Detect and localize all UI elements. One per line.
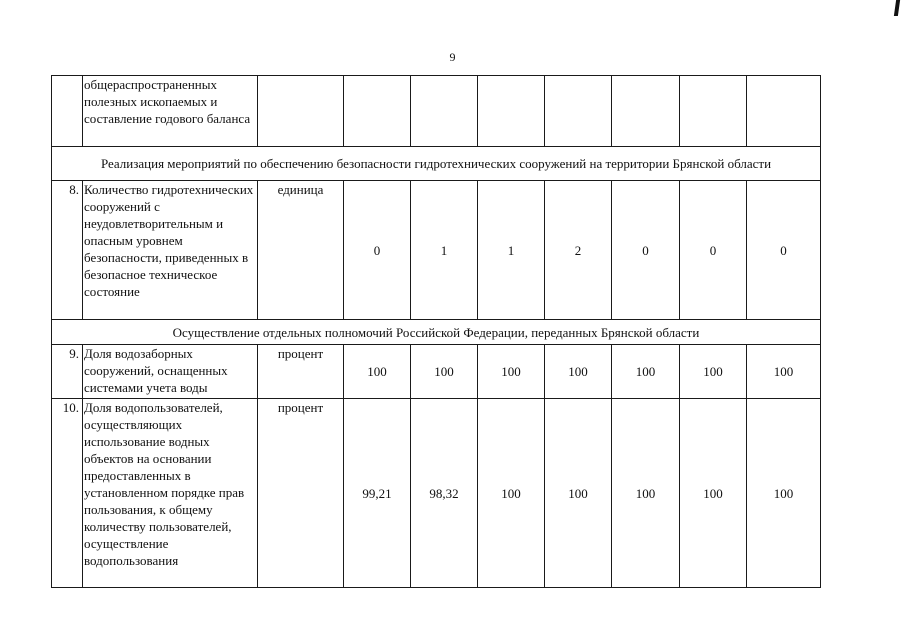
- page-number: 9: [449, 50, 456, 64]
- value-cell: 100: [545, 399, 612, 588]
- unit-cell: единица: [258, 181, 344, 320]
- value-cell: 0: [344, 181, 411, 320]
- value-cell: [478, 76, 545, 147]
- section-row: [52, 320, 821, 345]
- value-cell: 98,32: [411, 399, 478, 588]
- value-cell: [747, 76, 821, 147]
- section-title: Осуществление отдельных полномочий Российской Федерации, переданных Брянской области: [52, 320, 821, 345]
- value-cell: 100: [680, 345, 747, 399]
- value-cell: [545, 76, 612, 147]
- section-row: [52, 147, 821, 181]
- section-title: Реализация мероприятий по обеспечению безопасности гидротехнических сооружений на территории Брянской области: [52, 147, 821, 181]
- value-cell: 100: [478, 345, 545, 399]
- value-cell: 100: [612, 345, 680, 399]
- table-row-9: [52, 345, 821, 399]
- table-row-continued: [52, 76, 821, 147]
- value-cell: 100: [680, 399, 747, 588]
- unit-cell: [258, 76, 344, 147]
- row-number-cell: [52, 76, 83, 147]
- row-number: 9.: [52, 345, 83, 399]
- value-cell: [411, 76, 478, 147]
- value-cell: 100: [478, 399, 545, 588]
- row-number: 8.: [52, 181, 83, 320]
- value-cell: 1: [411, 181, 478, 320]
- value-cell: 1: [478, 181, 545, 320]
- value-cell: 99,21: [344, 399, 411, 588]
- value-cell: 100: [747, 399, 821, 588]
- indicator-description: Количество гидротехнических сооружений с неудовлетворительным и опасным уровнем безопасности, приведенных в безопасное техническое состояние: [83, 181, 258, 320]
- unit-cell: процент: [258, 345, 344, 399]
- value-cell: 100: [545, 345, 612, 399]
- table-row-8: [52, 181, 821, 320]
- value-cell: 0: [680, 181, 747, 320]
- indicators-table: [51, 75, 821, 588]
- value-cell: [612, 76, 680, 147]
- value-cell: 2: [545, 181, 612, 320]
- value-cell: 0: [747, 181, 821, 320]
- value-cell: [344, 76, 411, 147]
- value-cell: 100: [344, 345, 411, 399]
- value-cell: 100: [612, 399, 680, 588]
- scan-mark: [894, 0, 900, 16]
- table-row-10: [52, 399, 821, 588]
- value-cell: 100: [411, 345, 478, 399]
- value-cell: 100: [747, 345, 821, 399]
- row-number: 10.: [52, 399, 83, 588]
- value-cell: 0: [612, 181, 680, 320]
- value-cell: [680, 76, 747, 147]
- indicator-description: общераспространенных полезных ископаемых и составление годового баланса: [83, 76, 258, 147]
- unit-cell: процент: [258, 399, 344, 588]
- indicator-description: Доля водозаборных сооружений, оснащенных системами учета воды: [83, 345, 258, 399]
- indicator-description: Доля водопользователей, осуществляющих использование водных объектов на основании предоставленных в установленном порядке прав пользования, к общему количеству пользователей, осуществление водопользования: [83, 399, 258, 588]
